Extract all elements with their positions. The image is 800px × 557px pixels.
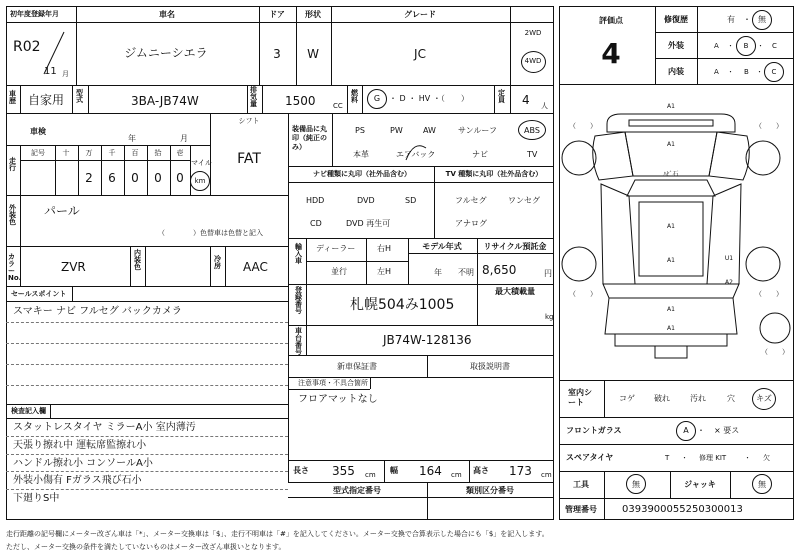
drive-4wd: 4WD — [524, 57, 542, 65]
sheet-option: 汚れ — [690, 394, 706, 403]
interior-a: A — [714, 68, 719, 76]
import-parallel: 並行 — [331, 267, 347, 276]
width-value: 164 — [419, 464, 442, 478]
spare-option-dot: ・ — [681, 454, 688, 462]
diagram-paren-marker: （ ） — [755, 290, 783, 298]
exterior-dot: ・ — [757, 42, 764, 50]
month-unit: 月 — [62, 70, 69, 78]
spare-label: スペアタイヤ — [566, 453, 614, 462]
equipment-item: TV — [527, 150, 538, 159]
import-dealer: ディーラー — [316, 244, 356, 253]
footer-note-2: ただし、メーター交換の条件を満たしていないものはメーター改ざん車扱いとなります。 — [6, 543, 286, 551]
color-no-value: ZVR — [61, 260, 86, 274]
inspector-line: スタットレスタイヤ ミラーA小 室内薄汚 — [13, 422, 196, 433]
tv-item: アナログ — [455, 219, 487, 228]
sales-point-value: スマキー ナビ フルセグ バックカメラ — [13, 306, 182, 317]
history-label: 修復歴 — [664, 15, 688, 24]
capacity-label: 定員 — [498, 89, 505, 104]
damage-mark: A1 — [667, 141, 675, 148]
body-shape: W — [307, 47, 319, 61]
footer-note-1: 走行距離の記号欄にメーター改ざん車は「*」、メーター交換車は「$」、走行不明車は「#」を記入してください。メーター交換で合算表示した場合にも「$」を記入します。 — [6, 530, 549, 538]
color-label: 外装色 — [9, 204, 16, 226]
sheet-option: コゲ — [619, 394, 635, 403]
digit-header-6: 壱 — [176, 149, 184, 157]
chassis-value: JB74W-128136 — [383, 333, 472, 347]
manual-label: 取扱説明書 — [470, 362, 510, 371]
height-unit: cm — [541, 471, 552, 479]
tv-label: TV 種類に丸印（社外品含む） — [445, 170, 543, 178]
plate-label: 登録番号 — [295, 286, 302, 315]
model-year-unknown: 不明 — [458, 268, 474, 277]
usage-label: 車歴 — [9, 90, 16, 105]
equipment-item-abs: ABS — [524, 126, 540, 135]
chassis-label: 車台番号 — [295, 327, 302, 356]
tools-value: 無 — [632, 480, 640, 489]
inspector-label: 検査記入欄 — [11, 407, 46, 415]
fuel-label: 燃料 — [351, 89, 358, 104]
spare-option: T — [665, 454, 670, 462]
interior-b: B — [744, 68, 749, 76]
tools-label: 工具 — [573, 480, 589, 489]
navi-label: ナビ種類に丸印（社外品含む） — [313, 170, 411, 178]
yen-unit: 円 — [544, 269, 552, 278]
windshield-label: フロントガラス — [566, 426, 622, 435]
color-note: （ ）色替車は色替と記入 — [158, 229, 263, 237]
damage-mark: A1 — [667, 306, 675, 313]
color-value: パール — [44, 204, 80, 218]
fuel-options: ・ D ・ HV ・（ ） — [389, 94, 469, 103]
length-label: 長さ — [293, 466, 309, 475]
mileage-digit: 0 — [131, 171, 139, 185]
car-name: ジムニーシエラ — [124, 46, 208, 60]
sheet-option-scratch: キズ — [756, 394, 772, 403]
exterior-score-label: 外装 — [668, 41, 684, 50]
spare-option-dot: ・ — [744, 454, 751, 462]
car-damage-diagram — [559, 84, 794, 380]
windshield-dot: ・ — [697, 426, 705, 435]
digit-header-3: 千 — [108, 149, 116, 157]
shift-label: シフト — [238, 117, 260, 125]
interior-dot: ・ — [756, 68, 763, 76]
interior-c: C — [771, 68, 777, 76]
import-left-h: 左H — [377, 267, 392, 276]
navi-item: DVD — [357, 196, 375, 205]
history-option-no: 無 — [758, 15, 766, 24]
registration-month: 11 — [44, 66, 57, 77]
equipment-item: ナビ — [472, 150, 488, 159]
mileage-digit: 2 — [85, 171, 93, 185]
diagram-paren-marker: （ ） — [755, 122, 783, 130]
recycle-value: 8,650 — [482, 263, 517, 277]
navi-item: SD — [405, 196, 417, 205]
exterior-b: B — [743, 42, 749, 50]
color-no-label: カラーNo. — [8, 253, 22, 282]
displacement-label: 排気量 — [250, 86, 257, 108]
digit-header-2: 万 — [85, 149, 93, 157]
notes-value: フロアマットなし — [298, 394, 378, 405]
registration-era: R02 — [13, 39, 41, 55]
history-option-yes: 有 — [727, 15, 735, 24]
equipment-item: AW — [423, 126, 436, 135]
equipment-item: エアバック — [396, 150, 436, 159]
navi-item: HDD — [306, 196, 325, 205]
width-label: 幅 — [390, 466, 398, 475]
jack-value: 無 — [758, 480, 766, 489]
inspector-line: 下廻りS中 — [13, 493, 60, 504]
airbag-mark — [402, 138, 432, 164]
aircon-value: AAC — [243, 260, 268, 274]
mileage-digit: 0 — [154, 171, 162, 185]
digit-header-4: 百 — [131, 149, 139, 157]
capacity-unit: 人 — [541, 102, 548, 110]
notes-label: 注意事項・不具合箇所 — [298, 379, 368, 387]
exterior-a: A — [714, 42, 719, 50]
inspector-line: 外装小傷有 Fガラス飛び石小 — [13, 475, 142, 486]
exterior-dot: ・ — [727, 42, 734, 50]
model-value: 3BA-JB74W — [131, 94, 199, 108]
tv-item: ワンセグ — [508, 196, 540, 205]
interior-color-label: 内装色 — [134, 249, 141, 271]
diagram-paren-marker: （ ） — [569, 290, 597, 298]
plate-value: 札幌504み1005 — [350, 297, 455, 313]
grade-value: JC — [414, 47, 426, 61]
jack-label: ジャッキ — [684, 480, 716, 489]
shaken-label: 車検 — [30, 127, 46, 136]
navi-item: DVD 再生可 — [346, 219, 391, 228]
damage-mark: A1 — [667, 325, 675, 332]
management-value: 0393900055250300013 — [622, 504, 743, 515]
shaken-month-unit: 月 — [180, 134, 188, 143]
recycle-label: リサイクル預託金 — [483, 242, 547, 251]
height-value: 173 — [509, 464, 532, 478]
cc-unit: CC — [333, 102, 343, 110]
digit-header-0: 記号 — [31, 149, 45, 157]
diagram-paren-marker: （ ） — [761, 348, 789, 356]
digit-header-1: 十 — [62, 149, 70, 157]
diagram-paren-marker: （ ） — [569, 122, 597, 130]
sales-point-label: セールスポイント — [11, 290, 67, 298]
drive-2wd: 2WD — [524, 29, 542, 37]
model-year-label: モデル年式 — [422, 242, 462, 251]
history-dot: ・ — [743, 15, 751, 24]
height-label: 高さ — [473, 466, 489, 475]
model-label: 型式 — [76, 89, 83, 104]
length-unit: cm — [365, 471, 376, 479]
capacity-value: 4 — [522, 93, 530, 107]
door-count: 3 — [273, 47, 281, 61]
shape-label: 形状 — [305, 10, 321, 19]
exterior-c: C — [772, 42, 777, 50]
shaken-year-unit: 年 — [128, 134, 136, 143]
mileage-label: 走行 — [9, 157, 16, 172]
km-label: km — [194, 177, 206, 185]
import-label: 輸入車 — [295, 243, 302, 265]
width-unit: cm — [451, 471, 462, 479]
door-label: ドア — [269, 10, 285, 19]
interior-dot: ・ — [727, 68, 734, 76]
aircon-label: 冷房 — [214, 255, 221, 270]
damage-mark: A1 — [667, 223, 675, 230]
displacement-value: 1500 — [285, 94, 316, 108]
kg-unit: kg — [545, 313, 554, 321]
spare-option: 修理 KIT — [699, 454, 727, 462]
car-name-label: 車名 — [159, 10, 175, 19]
sheet-option: 破れ — [654, 394, 670, 403]
navi-item: CD — [310, 219, 322, 228]
damage-mark: A1 — [667, 103, 675, 110]
sheet-option: 穴 — [727, 394, 735, 403]
max-load-label: 最大積載量 — [495, 287, 535, 296]
mileage-digit: 6 — [108, 171, 116, 185]
import-right-h: 右H — [377, 244, 392, 253]
fuel-g: G — [373, 94, 381, 103]
mile-label: マイル — [191, 159, 212, 167]
windshield-replace: × 要ス — [714, 426, 740, 435]
usage-value: 自家用 — [28, 93, 65, 107]
grade-label: グレード — [404, 10, 436, 19]
interior-score-label: 内装 — [668, 67, 684, 76]
score-label: 評価点 — [599, 16, 623, 25]
inspector-line: ハンドル擦れ小 コンソールA小 — [13, 458, 153, 469]
mileage-digit: 0 — [176, 171, 184, 185]
type-designation-label: 型式指定番号 — [333, 486, 381, 495]
reg-year-label: 初年度登録年月 — [10, 10, 59, 18]
tv-item: フルセグ — [455, 196, 487, 205]
digit-header-5: 拾 — [154, 149, 162, 157]
equipment-item: PS — [355, 126, 365, 135]
length-value: 355 — [332, 464, 355, 478]
equipment-item: 本革 — [353, 150, 369, 159]
damage-mark: A2 — [725, 279, 733, 286]
category-label: 類別区分番号 — [466, 486, 514, 495]
score-value: 4 — [601, 37, 621, 70]
management-label: 管理番号 — [565, 505, 597, 514]
spare-option: 欠 — [763, 454, 770, 462]
equipment-item: サンルーフ — [458, 126, 497, 135]
equipment-item: PW — [390, 126, 403, 135]
windshield-a: A — [683, 426, 689, 435]
damage-mark: U1 — [724, 255, 734, 262]
damage-mark: A1 — [667, 257, 675, 264]
interior-sheet-label: 室内シート — [568, 388, 592, 407]
new-warranty-label: 新車保証書 — [337, 362, 377, 371]
inspector-line: 天張り擦れ中 運転席監擦れ小 — [13, 440, 147, 451]
shift-value: FAT — [237, 151, 261, 167]
equipment-label: 装備品に丸印（純正のみ） — [292, 125, 327, 152]
damage-mark: ﾊﾋﾞ石 — [663, 171, 679, 178]
model-year-unit: 年 — [434, 268, 442, 277]
